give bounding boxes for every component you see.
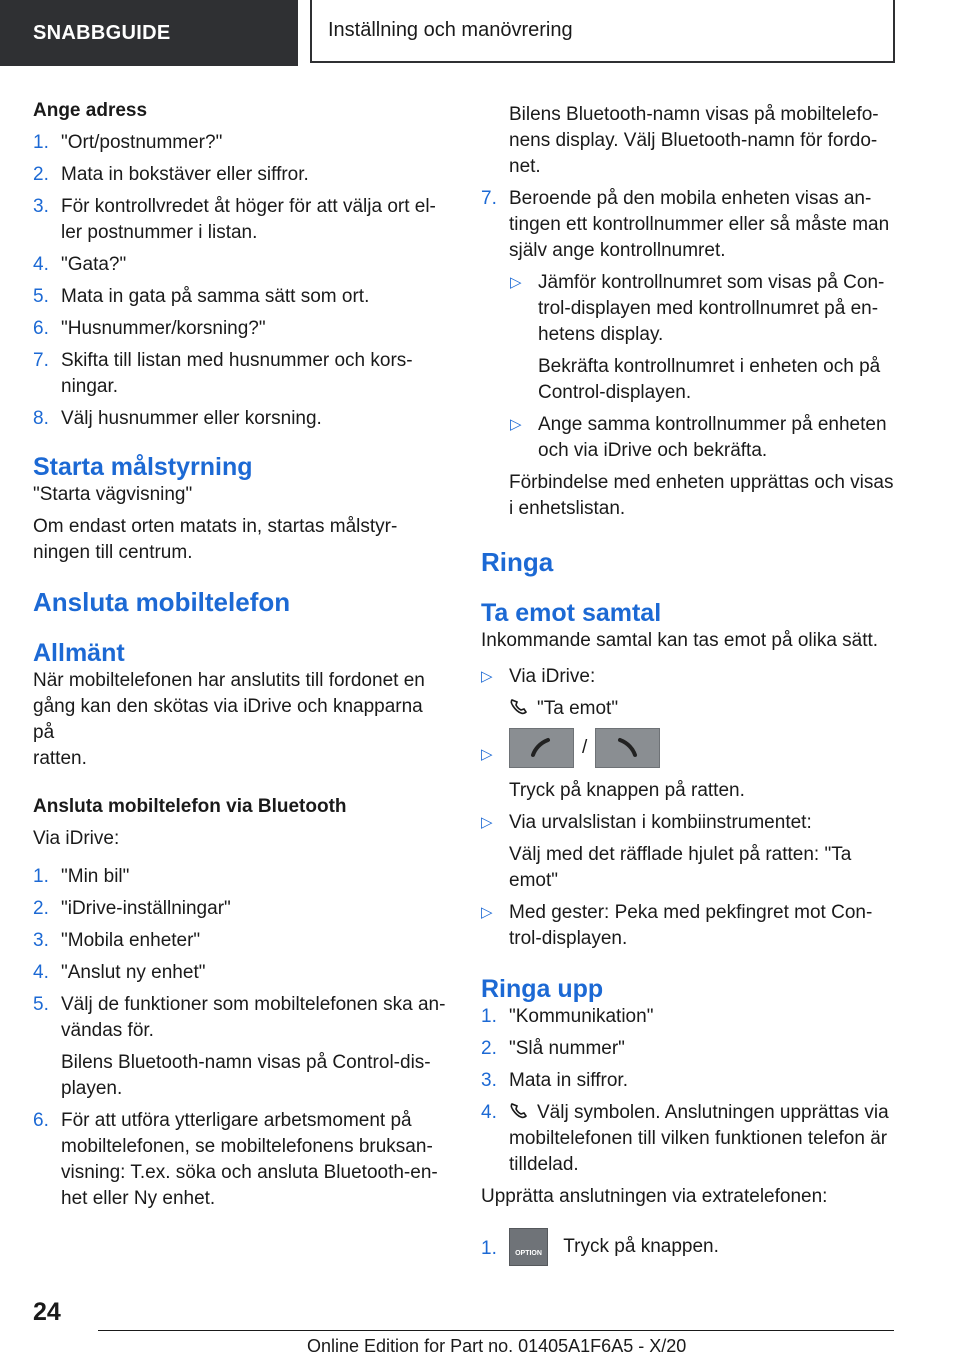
continued-text: Bilens Bluetooth-namn visas på mobiltelefo- nens display. Välj Bluetooth-namn för fordo- net. [509, 104, 879, 177]
list-item: 1. "Min bil" [33, 866, 130, 887]
list-item-note: Bekräfta kontrollnumret i enheten och på Control-displayen. [538, 356, 881, 403]
ringa-upp-heading: Ringa upp [481, 975, 604, 1003]
list-item: ▷ Via iDrive: [481, 666, 596, 687]
via-idrive-text: Via iDrive: [33, 828, 120, 849]
list-item: 5. Mata in gata på samma sätt som ort. [33, 286, 370, 307]
list-item: 3. För kontrollvredet åt höger för att välja ort el- ler postnummer i listan. [33, 196, 436, 243]
list-item: ▷ Via urvalslistan i kombiinstrumentet: [481, 812, 812, 833]
list-item: 7. Skifta till listan med husnummer och kors- ningar. [33, 350, 413, 397]
list-item: 4. "Gata?" [33, 254, 127, 275]
allmant-heading: Allmänt [33, 639, 125, 667]
list-item: 1. "Ort/postnummer?" [33, 132, 223, 153]
starta-text: "Starta vägvisning" [33, 484, 193, 505]
ta-emot-text: Inkommande samtal kan tas emot på olika sätt. [481, 630, 879, 651]
list-item-note: "Ta emot" [481, 696, 899, 722]
list-item: 7. Beroende på den mobila enheten visas an- tingen ett kontrollnummer eller så måste man själv ange kontrollnumret. [481, 188, 890, 261]
list-item: 3. "Mobila enheter" [33, 930, 201, 951]
option-button-image: OPTION [509, 1228, 548, 1266]
ta-emot-heading: Ta emot samtal [481, 599, 662, 627]
list-item-note: Välj med det räfflade hjulet på ratten: "Ta emot" [509, 844, 852, 891]
bluetooth-title: Ansluta mobiltelefon via Bluetooth [33, 796, 347, 817]
allmant-paragraph: När mobiltelefonen har anslutits till fordonet en gång kan den skötas via iDrive och knapparna på ratten. [33, 670, 425, 769]
list-item: 2. Mata in bokstäver eller siffror. [33, 164, 309, 185]
answer-call-alt-button-image [595, 728, 660, 768]
ringa-heading: Ringa [481, 547, 554, 577]
slash-separator: / [582, 737, 588, 759]
answer-call-button-image [509, 728, 574, 768]
ansluta-heading: Ansluta mobiltelefon [33, 587, 291, 617]
ange-adress-title: Ange adress [33, 100, 148, 121]
starta-paragraph: Om endast orten matats in, startas målstyr- ningen till centrum. [33, 516, 398, 563]
chapter-title: Inställning och manövrering [310, 0, 895, 63]
list-item: 2. "Slå nummer" [481, 1038, 625, 1059]
phone-icon [509, 698, 529, 716]
list-item: 1. "Kommunikation" [481, 1006, 654, 1027]
left-column [33, 98, 448, 1212]
list-item: 4. "Anslut ny enhet" [33, 962, 206, 983]
right-column [481, 102, 899, 1268]
list-item: ▷ Jämför kontrollnumret som visas på Con- trol-displayen med kontrollnumret på en- hetens display. [510, 272, 885, 345]
section-tab: SNABBGUIDE [0, 0, 298, 66]
list-item: ▷ Ange samma kontrollnummer på enheten och via iDrive och bekräfta. [510, 414, 887, 461]
list-item: ▷ Med gester: Peka med pekfingret mot Con- trol-displayen. [481, 902, 873, 949]
list-item: ▷ / [481, 728, 899, 768]
list-item-note: Tryck på knappen på ratten. [509, 780, 745, 801]
list-item: 6. "Husnummer/korsning?" [33, 318, 266, 339]
list-item: 6. För att utföra ytterligare arbetsmoment på mobiltelefonen, se mobiltelefonens bruksan- visning: T.ex. söka och ansluta Bluetooth-en- het eller Ny enhet. [33, 1110, 438, 1209]
list-item: 4. Välj symbolen. Anslutningen upprättas via mobiltelefonen till vilken funktionen telefon är tilldelad. [481, 1102, 889, 1175]
footer-divider [98, 1330, 894, 1331]
phone-icon [509, 1102, 529, 1120]
extra-phone-text: Upprätta anslutningen via extratelefonen: [481, 1186, 828, 1207]
footer-edition: Online Edition for Part no. 01405A1F6A5 - X/20 [307, 1336, 687, 1356]
list-item: 5. Välj de funktioner som mobiltelefonen ska an- vändas för. [33, 994, 446, 1041]
list-item: 2. "iDrive-inställningar" [33, 898, 231, 919]
connection-text: Förbindelse med enheten upprättas och visas i enhetslistan. [509, 472, 894, 519]
page-number: 24 [33, 1298, 61, 1326]
starta-heading: Starta målstyrning [33, 453, 253, 481]
page-header [0, 0, 960, 66]
list-item: 8. Välj husnummer eller korsning. [33, 408, 322, 429]
list-item: 1. OPTION Tryck på knappen. [481, 1228, 899, 1268]
list-item: 3. Mata in siffror. [481, 1070, 628, 1091]
list-item-note: Bilens Bluetooth-namn visas på Control-dis- playen. [61, 1052, 431, 1099]
